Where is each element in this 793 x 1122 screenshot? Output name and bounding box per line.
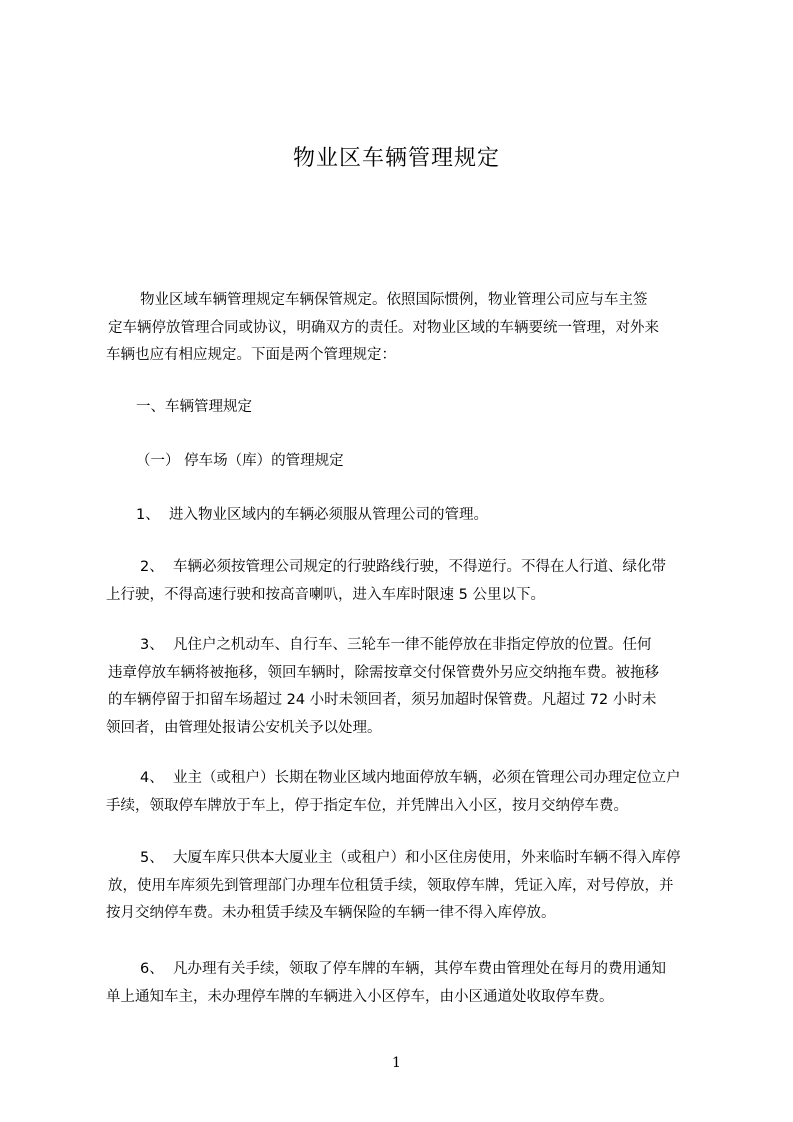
subsection-heading: （一） 停车场（库）的管理规定 — [136, 453, 344, 469]
item-text: 手续，领取停车牌放于车上，停于指定车位，并凭牌出入小区，按月交纳停车费。 — [106, 797, 628, 814]
intro-line: 定车辆停放管理合同或协议，明确双方的责任。对物业区域的车辆要统一管理，对外来 — [108, 319, 659, 336]
item-text: 按月交纳停车费。未办租赁手续及车辆保险的车辆一律不得入库停放。 — [106, 905, 556, 921]
list-item — [106, 554, 716, 609]
intro-line: 物业区域车辆管理规定车辆保管规定。依照国际惯例，物业管理公司应与车主签 — [140, 292, 648, 308]
item-text: 领回者，由管理处报请公安机关予以处理。 — [106, 719, 382, 736]
item-text: 大厦车库只供本大厦业主（或租户）和小区住房使用，外来临时车辆不得入库停 — [172, 850, 681, 866]
item-number: 6、 — [140, 961, 164, 977]
item-text: 进入物业区域内的车辆必须服从管理公司的管理。 — [168, 507, 488, 523]
page-number: 1 — [392, 1055, 401, 1071]
intro-paragraph — [106, 287, 716, 370]
intro-line: 车辆也应有相应规定。下面是两个管理规定： — [106, 347, 396, 363]
item-number: 3、 — [140, 637, 164, 653]
page-title: 物业区车辆管理规定 — [292, 146, 500, 171]
list-item — [106, 632, 716, 742]
item-text: 单上通知车主，未办理停车牌的车辆进入小区停车，由小区通道处收取停车费。 — [106, 988, 614, 1005]
section-heading: 一、车辆管理规定 — [136, 399, 252, 415]
item-text: 放，使用车库须先到管理部门办理车位租赁手续，领取停车牌，凭证入库，对号停放，并 — [108, 877, 674, 894]
item-text: 上行驶，不得高速行驶和按高音喇叭，进入车库时限速 5 公里以下。 — [106, 586, 545, 603]
item-text: 凡住户之机动车、自行车、三轮车一律不能停放在非指定停放的位置。任何 — [172, 637, 652, 653]
item-number: 1、 — [136, 507, 160, 523]
list-item — [106, 956, 716, 1011]
item-text: 违章停放车辆将被拖移，领回车辆时，除需按章交付保管费外另应交纳拖车费。被拖移 — [108, 664, 659, 681]
item-text: 的车辆停留于扣留车场超过 24 小时未领回者，须另加超时保管费。凡超过 72 小时未 — [108, 692, 657, 708]
item-number: 2、 — [140, 559, 164, 575]
item-number: 4、 — [140, 770, 164, 786]
item-number: 5、 — [140, 850, 164, 866]
list-item — [106, 502, 716, 530]
item-text: 车辆必须按管理公司规定的行驶路线行驶，不得逆行。不得在人行道、绿化带 — [172, 559, 666, 575]
list-item — [106, 765, 716, 820]
list-item — [106, 845, 716, 928]
item-text: 凡办理有关手续，领取了停车牌的车辆，其停车费由管理处在每月的费用通知 — [172, 961, 666, 977]
item-text: 业主（或租户）长期在物业区域内地面停放车辆，必须在管理公司办理定位立户 — [172, 770, 681, 786]
